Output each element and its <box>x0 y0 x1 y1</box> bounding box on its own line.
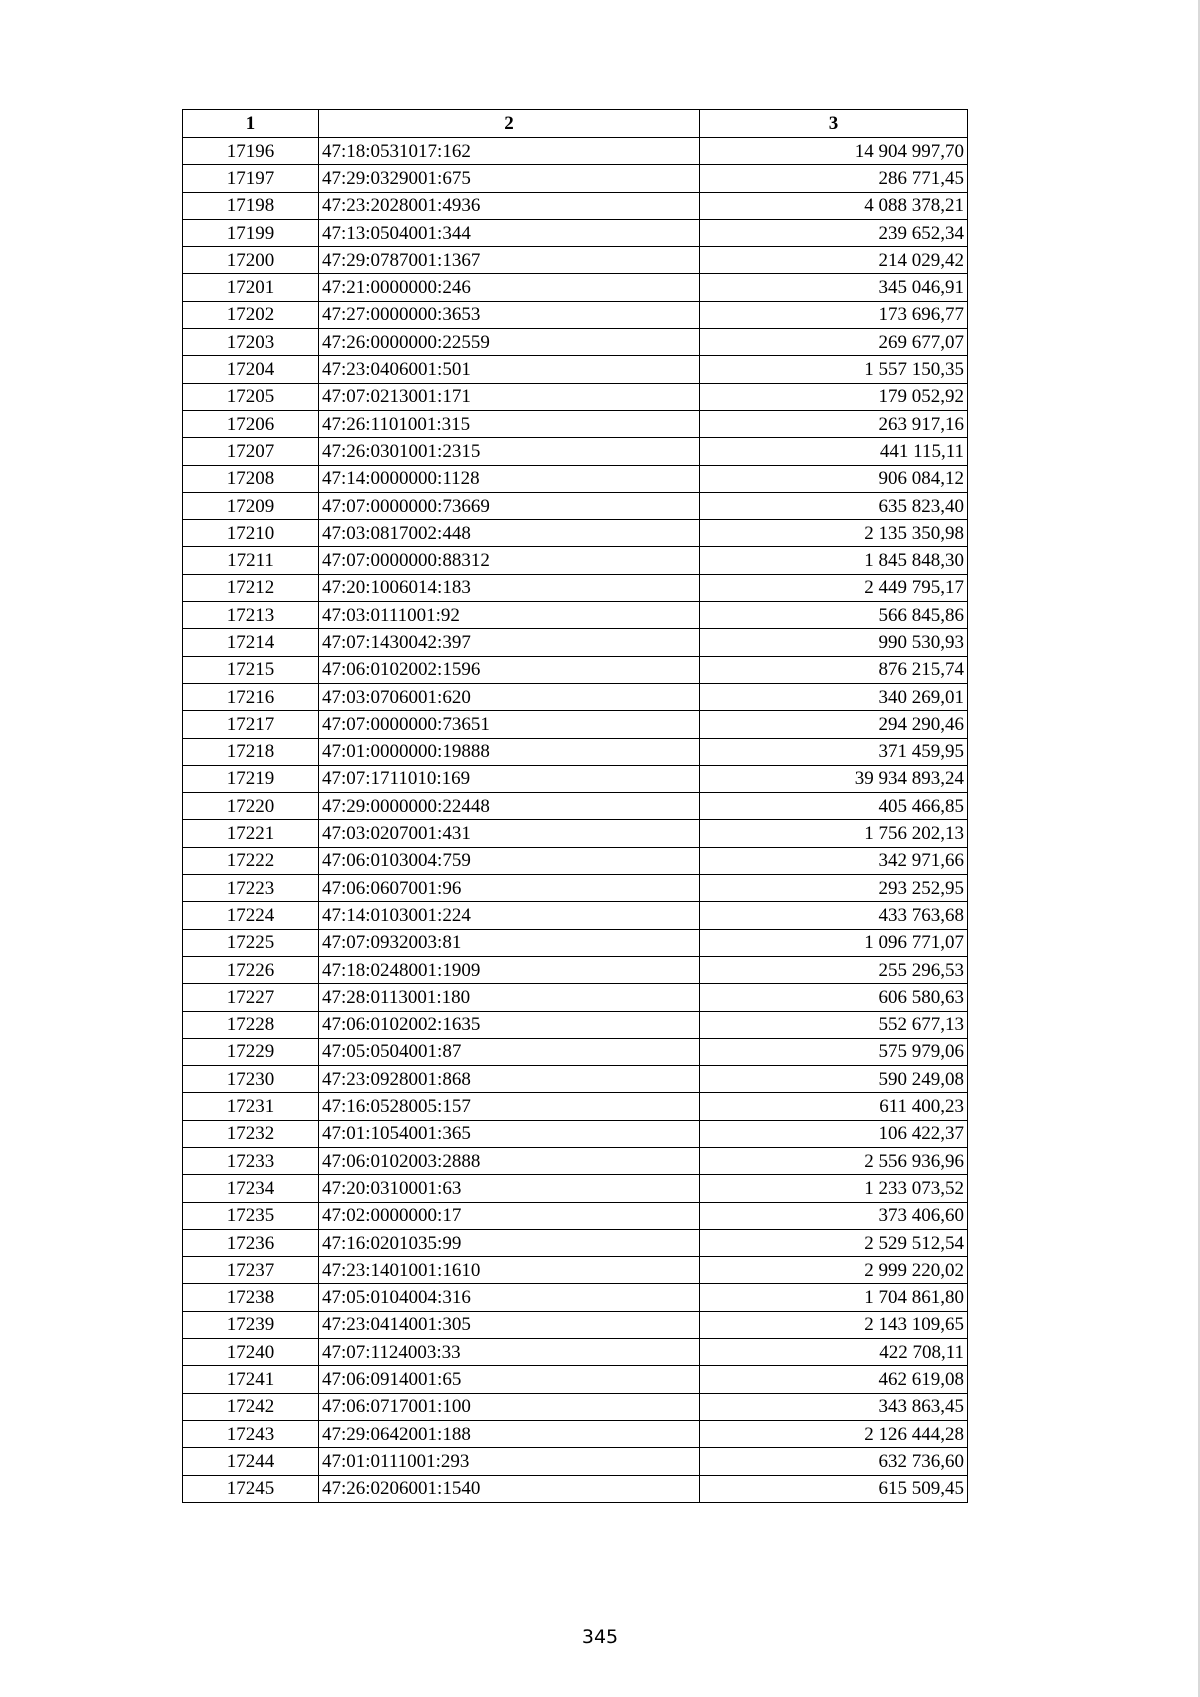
table-row <box>183 1420 968 1447</box>
table-row <box>183 356 968 383</box>
cadastral-number-cell: 47:02:0000000:17 <box>319 1202 700 1229</box>
table-row <box>183 1257 968 1284</box>
row-number-cell: 17222 <box>183 847 319 874</box>
cadastral-number-cell: 47:06:0102003:2888 <box>319 1147 700 1174</box>
table-row <box>183 1066 968 1093</box>
row-number-cell: 17219 <box>183 765 319 792</box>
row-number-cell: 17235 <box>183 1202 319 1229</box>
value-cell: 405 466,85 <box>700 793 968 820</box>
cadastral-number-cell: 47:27:0000000:3653 <box>319 301 700 328</box>
table-row <box>183 1448 968 1475</box>
table-row <box>183 410 968 437</box>
registry-table <box>182 109 968 1503</box>
row-number-cell: 17228 <box>183 1011 319 1038</box>
value-cell: 342 971,66 <box>700 847 968 874</box>
value-cell: 1 845 848,30 <box>700 547 968 574</box>
value-cell: 1 096 771,07 <box>700 929 968 956</box>
row-number-cell: 17242 <box>183 1393 319 1420</box>
value-cell: 1 233 073,52 <box>700 1175 968 1202</box>
table-row <box>183 929 968 956</box>
table-row <box>183 1175 968 1202</box>
table-row <box>183 1147 968 1174</box>
table-row <box>183 574 968 601</box>
table-row <box>183 765 968 792</box>
row-number-cell: 17200 <box>183 247 319 274</box>
cadastral-number-cell: 47:26:1101001:315 <box>319 410 700 437</box>
cadastral-number-cell: 47:07:0000000:73669 <box>319 492 700 519</box>
cadastral-number-cell: 47:23:1401001:1610 <box>319 1257 700 1284</box>
row-number-cell: 17208 <box>183 465 319 492</box>
row-number-cell: 17210 <box>183 520 319 547</box>
table-row <box>183 465 968 492</box>
row-number-cell: 17244 <box>183 1448 319 1475</box>
table-row <box>183 383 968 410</box>
cadastral-number-cell: 47:07:1124003:33 <box>319 1339 700 1366</box>
cadastral-number-cell: 47:06:0102002:1596 <box>319 656 700 683</box>
row-number-cell: 17221 <box>183 820 319 847</box>
table-row <box>183 520 968 547</box>
table-row <box>183 793 968 820</box>
cadastral-number-cell: 47:29:0642001:188 <box>319 1420 700 1447</box>
value-cell: 373 406,60 <box>700 1202 968 1229</box>
header-row <box>183 110 968 138</box>
value-cell: 2 135 350,98 <box>700 520 968 547</box>
value-cell: 263 917,16 <box>700 410 968 437</box>
row-number-cell: 17237 <box>183 1257 319 1284</box>
row-number-cell: 17213 <box>183 602 319 629</box>
row-number-cell: 17233 <box>183 1147 319 1174</box>
cadastral-number-cell: 47:26:0000000:22559 <box>319 329 700 356</box>
cadastral-number-cell: 47:23:0414001:305 <box>319 1311 700 1338</box>
table-header <box>183 110 968 138</box>
value-cell: 371 459,95 <box>700 738 968 765</box>
row-number-cell: 17229 <box>183 1038 319 1065</box>
cadastral-number-cell: 47:28:0113001:180 <box>319 984 700 1011</box>
table-row <box>183 683 968 710</box>
table-row <box>183 1093 968 1120</box>
table-row <box>183 219 968 246</box>
table-row <box>183 1475 968 1502</box>
cadastral-number-cell: 47:03:0111001:92 <box>319 602 700 629</box>
value-cell: 343 863,45 <box>700 1393 968 1420</box>
value-cell: 2 449 795,17 <box>700 574 968 601</box>
table-row <box>183 820 968 847</box>
cadastral-number-cell: 47:01:0111001:293 <box>319 1448 700 1475</box>
value-cell: 606 580,63 <box>700 984 968 1011</box>
value-cell: 173 696,77 <box>700 301 968 328</box>
row-number-cell: 17240 <box>183 1339 319 1366</box>
cadastral-number-cell: 47:06:0102002:1635 <box>319 1011 700 1038</box>
value-cell: 39 934 893,24 <box>700 765 968 792</box>
value-cell: 345 046,91 <box>700 274 968 301</box>
value-cell: 340 269,01 <box>700 683 968 710</box>
table-row <box>183 1202 968 1229</box>
cadastral-number-cell: 47:06:0607001:96 <box>319 875 700 902</box>
value-cell: 906 084,12 <box>700 465 968 492</box>
cadastral-number-cell: 47:13:0504001:344 <box>319 219 700 246</box>
column-header-2: 2 <box>319 110 700 138</box>
cadastral-number-cell: 47:26:0206001:1540 <box>319 1475 700 1502</box>
row-number-cell: 17245 <box>183 1475 319 1502</box>
table-row <box>183 711 968 738</box>
cadastral-number-cell: 47:07:0000000:73651 <box>319 711 700 738</box>
table-row <box>183 1120 968 1147</box>
table-row <box>183 247 968 274</box>
row-number-cell: 17201 <box>183 274 319 301</box>
table-row <box>183 1393 968 1420</box>
value-cell: 269 677,07 <box>700 329 968 356</box>
row-number-cell: 17241 <box>183 1366 319 1393</box>
row-number-cell: 17231 <box>183 1093 319 1120</box>
cadastral-number-cell: 47:03:0817002:448 <box>319 520 700 547</box>
row-number-cell: 17236 <box>183 1229 319 1256</box>
cadastral-number-cell: 47:06:0717001:100 <box>319 1393 700 1420</box>
cadastral-number-cell: 47:14:0000000:1128 <box>319 465 700 492</box>
table-row <box>183 1284 968 1311</box>
value-cell: 2 529 512,54 <box>700 1229 968 1256</box>
cadastral-number-cell: 47:23:2028001:4936 <box>319 192 700 219</box>
value-cell: 4 088 378,21 <box>700 192 968 219</box>
row-number-cell: 17230 <box>183 1066 319 1093</box>
value-cell: 635 823,40 <box>700 492 968 519</box>
value-cell: 1 704 861,80 <box>700 1284 968 1311</box>
cadastral-number-cell: 47:01:0000000:19888 <box>319 738 700 765</box>
row-number-cell: 17205 <box>183 383 319 410</box>
value-cell: 433 763,68 <box>700 902 968 929</box>
table-row <box>183 1011 968 1038</box>
row-number-cell: 17207 <box>183 438 319 465</box>
row-number-cell: 17227 <box>183 984 319 1011</box>
cadastral-number-cell: 47:03:0706001:620 <box>319 683 700 710</box>
row-number-cell: 17206 <box>183 410 319 437</box>
column-header-1: 1 <box>183 110 319 138</box>
cadastral-number-cell: 47:16:0201035:99 <box>319 1229 700 1256</box>
value-cell: 575 979,06 <box>700 1038 968 1065</box>
value-cell: 990 530,93 <box>700 629 968 656</box>
table-row <box>183 138 968 165</box>
value-cell: 2 999 220,02 <box>700 1257 968 1284</box>
cadastral-number-cell: 47:07:0213001:171 <box>319 383 700 410</box>
cadastral-number-cell: 47:20:0310001:63 <box>319 1175 700 1202</box>
table-body <box>183 138 968 1503</box>
cadastral-number-cell: 47:14:0103001:224 <box>319 902 700 929</box>
cadastral-number-cell: 47:05:0504001:87 <box>319 1038 700 1065</box>
cadastral-number-cell: 47:07:0000000:88312 <box>319 547 700 574</box>
row-number-cell: 17212 <box>183 574 319 601</box>
table-row <box>183 602 968 629</box>
cadastral-number-cell: 47:05:0104004:316 <box>319 1284 700 1311</box>
cadastral-number-cell: 47:07:1711010:169 <box>319 765 700 792</box>
cadastral-number-cell: 47:29:0000000:22448 <box>319 793 700 820</box>
value-cell: 214 029,42 <box>700 247 968 274</box>
cadastral-number-cell: 47:18:0531017:162 <box>319 138 700 165</box>
table-row <box>183 656 968 683</box>
row-number-cell: 17215 <box>183 656 319 683</box>
row-number-cell: 17217 <box>183 711 319 738</box>
table-row <box>183 984 968 1011</box>
page-number: 345 <box>581 1626 619 1648</box>
table-row <box>183 629 968 656</box>
row-number-cell: 17223 <box>183 875 319 902</box>
row-number-cell: 17202 <box>183 301 319 328</box>
value-cell: 2 126 444,28 <box>700 1420 968 1447</box>
row-number-cell: 17203 <box>183 329 319 356</box>
value-cell: 1 557 150,35 <box>700 356 968 383</box>
row-number-cell: 17224 <box>183 902 319 929</box>
row-number-cell: 17199 <box>183 219 319 246</box>
value-cell: 294 290,46 <box>700 711 968 738</box>
column-header-3: 3 <box>700 110 968 138</box>
cadastral-number-cell: 47:03:0207001:431 <box>319 820 700 847</box>
row-number-cell: 17225 <box>183 929 319 956</box>
row-number-cell: 17218 <box>183 738 319 765</box>
table-row <box>183 438 968 465</box>
table-row <box>183 165 968 192</box>
row-number-cell: 17243 <box>183 1420 319 1447</box>
value-cell: 2 143 109,65 <box>700 1311 968 1338</box>
table-row <box>183 547 968 574</box>
row-number-cell: 17197 <box>183 165 319 192</box>
table-row <box>183 956 968 983</box>
value-cell: 255 296,53 <box>700 956 968 983</box>
row-number-cell: 17209 <box>183 492 319 519</box>
table-row <box>183 329 968 356</box>
value-cell: 1 756 202,13 <box>700 820 968 847</box>
cadastral-number-cell: 47:06:0103004:759 <box>319 847 700 874</box>
cadastral-number-cell: 47:26:0301001:2315 <box>319 438 700 465</box>
value-cell: 293 252,95 <box>700 875 968 902</box>
cadastral-number-cell: 47:21:0000000:246 <box>319 274 700 301</box>
value-cell: 106 422,37 <box>700 1120 968 1147</box>
cadastral-number-cell: 47:29:0787001:1367 <box>319 247 700 274</box>
cadastral-number-cell: 47:29:0329001:675 <box>319 165 700 192</box>
cadastral-number-cell: 47:18:0248001:1909 <box>319 956 700 983</box>
cadastral-number-cell: 47:16:0528005:157 <box>319 1093 700 1120</box>
value-cell: 441 115,11 <box>700 438 968 465</box>
table-row <box>183 492 968 519</box>
row-number-cell: 17220 <box>183 793 319 820</box>
cadastral-number-cell: 47:01:1054001:365 <box>319 1120 700 1147</box>
table-row <box>183 192 968 219</box>
table-row <box>183 1339 968 1366</box>
cadastral-number-cell: 47:07:1430042:397 <box>319 629 700 656</box>
table-row <box>183 274 968 301</box>
table-row <box>183 847 968 874</box>
value-cell: 462 619,08 <box>700 1366 968 1393</box>
value-cell: 632 736,60 <box>700 1448 968 1475</box>
value-cell: 566 845,86 <box>700 602 968 629</box>
value-cell: 590 249,08 <box>700 1066 968 1093</box>
value-cell: 422 708,11 <box>700 1339 968 1366</box>
value-cell: 239 652,34 <box>700 219 968 246</box>
table-row <box>183 1366 968 1393</box>
value-cell: 2 556 936,96 <box>700 1147 968 1174</box>
cadastral-number-cell: 47:07:0932003:81 <box>319 929 700 956</box>
table-row <box>183 1311 968 1338</box>
table-row <box>183 301 968 328</box>
cadastral-number-cell: 47:23:0406001:501 <box>319 356 700 383</box>
cadastral-number-cell: 47:20:1006014:183 <box>319 574 700 601</box>
row-number-cell: 17214 <box>183 629 319 656</box>
row-number-cell: 17204 <box>183 356 319 383</box>
row-number-cell: 17238 <box>183 1284 319 1311</box>
value-cell: 876 215,74 <box>700 656 968 683</box>
value-cell: 552 677,13 <box>700 1011 968 1038</box>
value-cell: 611 400,23 <box>700 1093 968 1120</box>
cadastral-number-cell: 47:06:0914001:65 <box>319 1366 700 1393</box>
table-row <box>183 875 968 902</box>
table-row <box>183 902 968 929</box>
cadastral-number-cell: 47:23:0928001:868 <box>319 1066 700 1093</box>
row-number-cell: 17216 <box>183 683 319 710</box>
row-number-cell: 17239 <box>183 1311 319 1338</box>
value-cell: 286 771,45 <box>700 165 968 192</box>
table-row <box>183 738 968 765</box>
row-number-cell: 17198 <box>183 192 319 219</box>
table-row <box>183 1038 968 1065</box>
row-number-cell: 17211 <box>183 547 319 574</box>
row-number-cell: 17196 <box>183 138 319 165</box>
value-cell: 179 052,92 <box>700 383 968 410</box>
row-number-cell: 17234 <box>183 1175 319 1202</box>
row-number-cell: 17232 <box>183 1120 319 1147</box>
value-cell: 14 904 997,70 <box>700 138 968 165</box>
row-number-cell: 17226 <box>183 956 319 983</box>
value-cell: 615 509,45 <box>700 1475 968 1502</box>
table-row <box>183 1229 968 1256</box>
